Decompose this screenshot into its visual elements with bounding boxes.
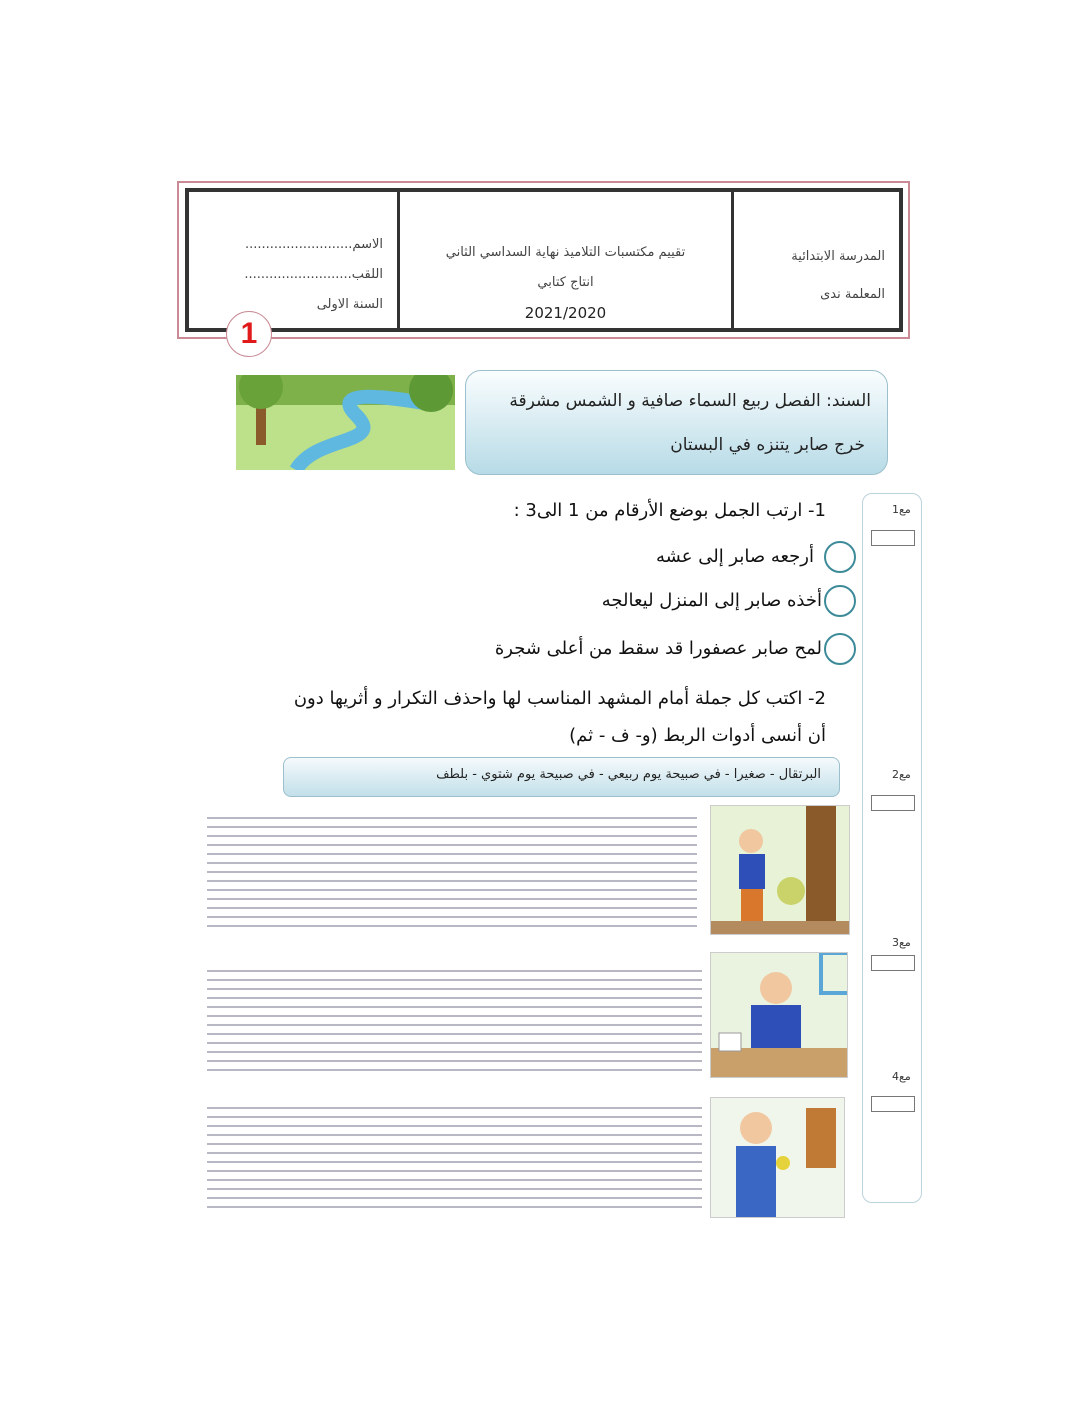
- header-table: [185, 188, 903, 332]
- writing-lines-2[interactable]: [207, 963, 702, 1071]
- school-name: المدرسة الابتدائية: [791, 249, 885, 264]
- order-circle-input[interactable]: [824, 585, 856, 617]
- scene-boy-under-tree: [710, 805, 850, 935]
- order-item: [602, 585, 856, 617]
- scene-boy-feeding-bird: [710, 952, 848, 1078]
- order-circle-input[interactable]: [824, 633, 856, 665]
- criterion-label: مع1: [892, 503, 911, 516]
- criterion-label: مع4: [892, 1070, 911, 1083]
- page-number-badge: 1: [226, 311, 272, 357]
- surname-field[interactable]: ..........................: [244, 267, 352, 282]
- order-item: [495, 633, 856, 665]
- criterion-score-box[interactable]: [871, 1096, 915, 1112]
- criterion-score-box[interactable]: [871, 955, 915, 971]
- order-circle-input[interactable]: [824, 541, 856, 573]
- school-year: 2021/2020: [524, 304, 607, 322]
- exam-title: تقييم مكتسبات التلاميذ نهاية السداسي الثاني: [445, 245, 686, 260]
- question-1-title: 1- ارتب الجمل بوضع الأرقام من 1 الى3 :: [513, 500, 826, 521]
- order-item-text: أخذه صابر إلى المنزل ليعالجه: [601, 590, 822, 611]
- school-cell: [731, 192, 899, 328]
- garden-illustration: [236, 375, 455, 470]
- question-2-line-1: 2- اكتب كل جملة أمام المشهد المناسب لها واحذف التكرار و أثريها دون: [293, 688, 826, 709]
- criterion-label: مع3: [892, 936, 911, 949]
- teacher-name: المعلمة ندى: [820, 287, 885, 302]
- order-item-text: لمح صابر عصفورا قد سقط من أعلى شجرة: [494, 638, 822, 659]
- context-line-2: خرج صابر يتنزه في البستان: [670, 435, 865, 455]
- name-field[interactable]: ..........................: [244, 237, 353, 252]
- scene-boy-returning-bird: [710, 1097, 845, 1218]
- writing-lines-3[interactable]: [207, 1100, 702, 1208]
- title-cell: [397, 192, 731, 328]
- context-line-1: السند: الفصل ربيع السماء صافية و الشمس مشرقة: [509, 391, 871, 411]
- writing-lines-1[interactable]: [207, 810, 697, 927]
- surname-label: اللقب: [351, 267, 383, 282]
- name-label: الاسم: [352, 237, 383, 252]
- question-2-line-2: أن أنسى أدوات الربط (و- ف - ثم): [569, 725, 826, 746]
- order-item: [656, 541, 856, 573]
- criterion-score-box[interactable]: [871, 530, 915, 546]
- student-cell: [189, 192, 397, 328]
- criterion-score-box[interactable]: [871, 795, 915, 811]
- grade-label: السنة الاولى: [316, 297, 383, 312]
- word-bank: البرتقال - صغيرا - في صبيحة يوم ربيعي - في صبيحة يوم شتوي - بلطف: [283, 757, 840, 797]
- context-box: [465, 370, 888, 475]
- criterion-label: مع2: [892, 768, 911, 781]
- subject: انتاج كتابي: [537, 275, 594, 290]
- order-item-text: أرجعه صابر إلى عشه: [656, 546, 814, 567]
